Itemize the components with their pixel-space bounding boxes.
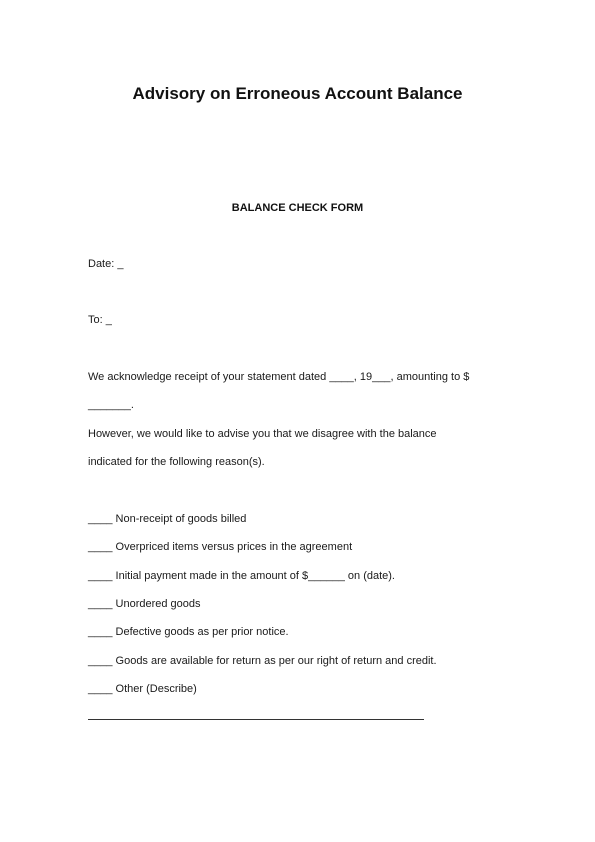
body-line-4: indicated for the following reason(s).	[88, 456, 265, 468]
document-title: Advisory on Erroneous Account Balance	[132, 84, 463, 103]
reason-item: ____ Defective goods as per prior notice.	[88, 626, 289, 638]
reason-item: ____ Other (Describe)	[88, 683, 197, 695]
reason-item: ____ Overpriced items versus prices in the agreement	[88, 541, 353, 553]
reason-item: ____ Initial payment made in the amount of $______ on (date).	[88, 570, 395, 582]
reason-item: ____ Non-receipt of goods billed	[88, 513, 247, 525]
body-line-1: We acknowledge receipt of your statement dated ____, 19___, amounting to $	[88, 371, 470, 383]
reason-item: ____ Unordered goods	[88, 598, 201, 610]
to-line: To: _	[88, 314, 112, 326]
date-line: Date: _	[88, 258, 124, 270]
body-line-2: _______.	[88, 399, 134, 411]
form-heading: BALANCE CHECK FORM	[231, 202, 364, 214]
reason-item: ____ Goods are available for return as per our right of return and credit.	[88, 655, 437, 667]
describe-blank-line	[88, 719, 424, 720]
body-line-3: However, we would like to advise you that we disagree with the balance	[88, 428, 437, 440]
